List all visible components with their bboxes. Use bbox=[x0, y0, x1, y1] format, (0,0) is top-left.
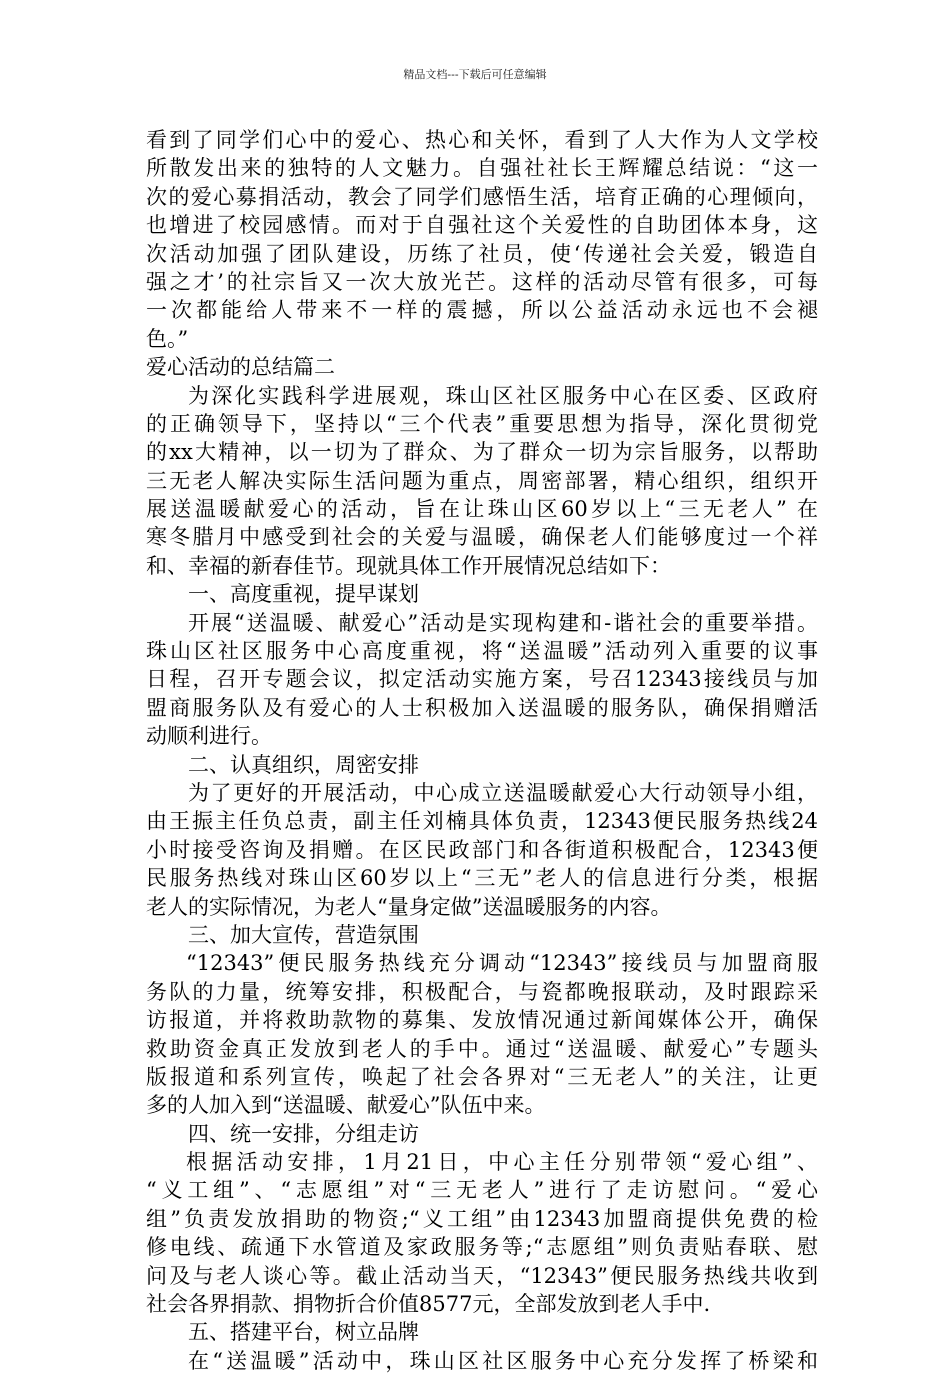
paragraph-line: 日程，召开专题会议，拟定活动实施方案，号召12343接线员与加 bbox=[146, 667, 818, 692]
paragraph-line: 救助资金真正发放到老人的手中。通过“送温暖、献爱心”专题头 bbox=[146, 1036, 818, 1061]
section-heading: 爱心活动的总结篇二 bbox=[146, 355, 335, 380]
paragraph-line: 所散发出来的独特的人文魅力。自强社社长王辉耀总结说：“这一 bbox=[146, 156, 818, 181]
paragraph-line: 三无老人解决实际生活问题为重点，周密部署，精心组织，组织开 bbox=[146, 468, 818, 493]
paragraph-line: 问及与老人谈心等。截止活动当天，“12343”便民服务热线共收到 bbox=[146, 1263, 818, 1288]
subsection-heading: 一、高度重视，提早谋划 bbox=[188, 582, 419, 607]
subsection-heading: 四、统一安排，分组走访 bbox=[188, 1121, 419, 1146]
paragraph-first-line: “12343”便民服务热线充分调动“12343”接线员与加盟商服 bbox=[186, 951, 818, 976]
paragraph-line: 民服务热线对珠山区60岁以上“三无”老人的信息进行分类，根据 bbox=[146, 866, 818, 891]
paragraph-first-line: 在“送温暖”活动中，珠山区社区服务中心充分发挥了桥梁和 bbox=[188, 1348, 818, 1373]
paragraph-last-line: 老人的实际情况，为老人“量身定做”送温暖服务的内容。 bbox=[146, 894, 672, 919]
paragraph-first-line: 根据活动安排，1月21日，中心主任分别带领“爱心组”、 bbox=[186, 1150, 818, 1175]
paragraph-line: 小时接受咨询及捐赠。在区民政部门和各街道积极配合，12343便 bbox=[146, 837, 818, 862]
paragraph-line: 由王振主任负总责，副主任刘楠具体负责，12343便民服务热线24 bbox=[146, 809, 818, 834]
paragraph-line: 访报道，并将救助款物的募集、发放情况通过新闻媒体公开，确保 bbox=[146, 1008, 818, 1033]
paragraph-line: 务队的力量，统筹安排，积极配合，与瓷都晚报联动，及时跟踪采 bbox=[146, 979, 818, 1004]
paragraph-line: 一次都能给人带来不一样的震撼，所以公益活动永远也不会褪 bbox=[146, 298, 818, 323]
paragraph-line: 次活动加强了团队建设，历练了社员，使‘传递社会关爱，锻造自 bbox=[146, 241, 818, 266]
paragraph-line: 的正确领导下，坚持以“三个代表”重要思想为指导，深化贯彻党 bbox=[146, 411, 818, 436]
subsection-heading: 二、认真组织，周密安排 bbox=[188, 752, 419, 777]
paragraph-first-line: 为了更好的开展活动，中心成立送温暖献爱心大行动领导小组， bbox=[188, 780, 818, 805]
paragraph-line: 看到了同学们心中的爱心、热心和关怀，看到了人大作为人文学校 bbox=[146, 128, 818, 152]
paragraph-line: 珠山区社区服务中心高度重视，将“送温暖”活动列入重要的议事 bbox=[146, 639, 818, 664]
paragraph-line: 修电线、疏通下水管道及家政服务等;“志愿组”则负责贴春联、慰 bbox=[146, 1235, 818, 1260]
subsection-heading: 五、搭建平台，树立品牌 bbox=[188, 1320, 419, 1345]
paragraph-line: 寒冬腊月中感受到社会的关爱与温暖，确保老人们能够度过一个祥 bbox=[146, 525, 818, 550]
paragraph-first-line: 为深化实践科学进展观，珠山区社区服务中心在区委、区政府 bbox=[188, 383, 818, 408]
paragraph-last-line: 和、幸福的新春佳节。现就具体工作开展情况总结如下： bbox=[146, 553, 671, 578]
page-header: 精品文档---下载后可任意编辑 bbox=[403, 68, 547, 81]
document-body bbox=[146, 126, 818, 1375]
paragraph-first-line: 开展“送温暖、献爱心”活动是实现构建和-谐社会的重要举措。 bbox=[188, 610, 818, 635]
paragraph-line: 展送温暖献爱心的活动，旨在让珠山区60岁以上“三无老人” 在 bbox=[146, 497, 818, 522]
paragraph-line: 也增进了校园感情。而对于自强社这个关爱性的自助团体本身，这 bbox=[146, 213, 818, 238]
paragraph-last-line: 色。” bbox=[146, 326, 189, 351]
paragraph-line: 盟商服务队及有爱心的人士积极加入送温暖的服务队，确保捐赠活 bbox=[146, 695, 818, 720]
subsection-heading: 三、加大宣传，营造氛围 bbox=[188, 922, 419, 947]
paragraph-line: “义工组”、“志愿组”对“三无老人”进行了走访慰问。“爱心 bbox=[146, 1178, 818, 1203]
paragraph-line: 次的爱心募捐活动，教会了同学们感悟生活，培育正确的心理倾向， bbox=[146, 184, 818, 209]
paragraph-last-line: 动顺利进行。 bbox=[146, 724, 272, 749]
paragraph-last-line: 社会各界捐款、捐物折合价值8577元，全部发放到老人手中. bbox=[146, 1292, 711, 1317]
paragraph-last-line: 多的人加入到“送温暖、献爱心”队伍中来。 bbox=[146, 1093, 546, 1118]
paragraph-line: 版报道和系列宣传，唤起了社会各界对“三无老人”的关注，让更 bbox=[146, 1064, 818, 1089]
paragraph-line: 组”负责发放捐助的物资;“义工组”由12343加盟商提供免费的检 bbox=[146, 1206, 818, 1231]
paragraph-line: 的xx大精神，以一切为了群众、为了群众一切为宗旨服务，以帮助 bbox=[146, 440, 818, 465]
paragraph-line: 强之才’的社宗旨又一次大放光芒。这样的活动尽管有很多，可每 bbox=[146, 269, 818, 294]
